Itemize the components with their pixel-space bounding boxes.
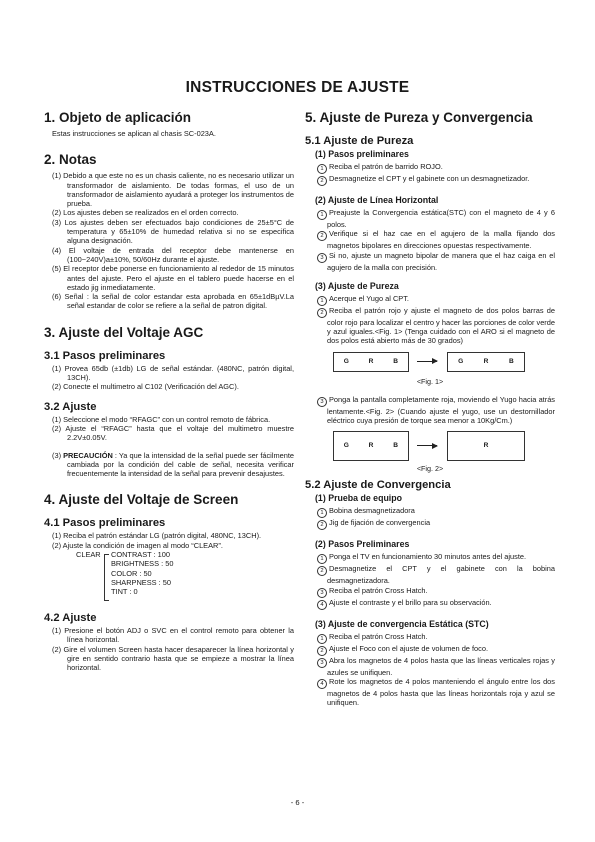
- bar-label: B: [393, 357, 399, 365]
- list-item: (2) Ajuste la condición de imagen al modo “CLEAR”.: [52, 540, 223, 550]
- list-item: CONTRAST : 100: [111, 550, 171, 560]
- red-screen-box: [447, 431, 525, 461]
- static-convergence-heading: (3) Ajuste de convergencia Estática (STC): [315, 618, 489, 629]
- list-item: 1 Bobina desmagnetizadora: [317, 506, 555, 518]
- section-1-text: Estas instrucciones se aplican al chasis SC-023A.: [52, 129, 216, 138]
- list-item: (1) Provea 65db (±1db) LG de señal estándar. (480NC, patrón digital, 13CH).: [52, 363, 294, 383]
- purity-adjust-list-cont: [317, 395, 555, 426]
- circled-number: 1: [317, 554, 327, 564]
- circled-number: 2: [317, 566, 327, 576]
- figure-1-caption: <Fig. 1>: [416, 376, 444, 386]
- list-item: 4 Rote los magnetos de 4 polos manteniendo el ángulo entre los dos magnetos de 4 polos hasta que las líneas horizontals roja y azul se unifiquen.: [317, 677, 555, 708]
- circled-number: 1: [317, 210, 327, 220]
- color-bar-box-left: [333, 352, 409, 372]
- bar-label: R: [483, 357, 489, 365]
- section-4-2-heading: 4.2 Ajuste: [44, 612, 97, 625]
- horizontal-line-heading: (2) Ajuste de Línea Horizontal: [315, 195, 439, 205]
- page-number: - 6 -: [290, 798, 305, 807]
- section-5-heading: 5. Ajuste de Pureza y Convergencia: [305, 110, 533, 125]
- list-item: (4) El voltaje de entrada del receptor debe mantenerse en (100~240V)a±10%, 50/60Hz durante el ajuste.: [52, 245, 294, 264]
- section-3-1-heading: 3.1 Pasos preliminares: [44, 349, 166, 362]
- purity-preliminary-heading: (1) Pasos preliminares: [315, 149, 409, 159]
- section-2-heading: 2. Notas: [44, 152, 97, 168]
- list-item: 1 Ponga el TV en funcionamiento 30 minutos antes del ajuste.: [317, 552, 555, 564]
- list-item: (2) Conecte el multimetro al C102 (Verificación del AGC).: [52, 382, 239, 392]
- screen-preliminary-list: [52, 531, 294, 550]
- list-item: 1 Preajuste la Convergencia estática(STC) con el magneto de 4 y 6 polos.: [317, 208, 555, 229]
- list-item: (2) Gire el volumen Screen hasta hacer desaparecer la línea horizontal y gire en sentido contrario hasta que se empieze a mostrar la línea horizontal.: [52, 644, 294, 673]
- list-item: 2 Verifique si el haz cae en el agujero de la malla fijando dos magnetos bipolares en direcciones opuestas respectivamente.: [317, 229, 555, 250]
- bar-label: B: [508, 357, 514, 365]
- list-item: 3 Si no, ajuste un magneto bipolar de manera que el haz caiga en el agujero de la malla con precisión.: [317, 251, 555, 272]
- right-column: [305, 110, 555, 708]
- figure-2-caption: <Fig. 2>: [416, 464, 444, 474]
- convergence-preliminary-list: [317, 552, 555, 609]
- equipment-list: [317, 506, 555, 530]
- circled-number: 3: [317, 253, 327, 263]
- agc-preliminary-list: [52, 364, 294, 392]
- circled-number: 2: [317, 308, 327, 318]
- circled-number: 1: [317, 508, 327, 518]
- list-item: (1) Seleccione el modo “RFAGC” con un control remoto de fábrica.: [52, 414, 271, 424]
- color-bar-box-left: [333, 431, 409, 461]
- notes-list: [52, 171, 294, 310]
- circled-number: 2: [317, 520, 327, 530]
- convergence-preliminary-heading: (2) Pasos Preliminares: [315, 539, 410, 550]
- section-5-1-heading: 5.1 Ajuste de Pureza: [305, 135, 414, 147]
- right-arrow-icon: [417, 445, 437, 446]
- list-item: 2 Reciba el patrón rojo y ajuste el magneto de dos polos barras de color rojo para localizar el centro y hacer las porciones de color verde y azul iguales.<Fig. 1> (Tenga cuidado con el ARO si el magneto de dos polos está abierto más de 30 grados): [317, 306, 555, 346]
- list-item: BRIGHTNESS : 50: [111, 559, 174, 569]
- list-item: 1 Reciba el patrón de barrido ROJO.: [317, 162, 555, 174]
- list-item: (2) Ajuste el “RFAGC” hasta que el voltaje del multimetro muestre 2.2V±0.05V.: [52, 423, 294, 443]
- static-convergence-list: [317, 632, 555, 708]
- list-item: 3 Abra los magnetos de 4 polos hasta que las líneas verticales rojas y azules se unifiquen.: [317, 656, 555, 677]
- section-1-heading: 1. Objeto de aplicación: [44, 110, 192, 125]
- list-item: TINT : 0: [111, 587, 138, 597]
- clear-settings-list: [111, 550, 173, 596]
- list-item: (6) Señal : la señal de color estandar esta aprobada en 65±1dBµV.La señal estandar de color se refiere a la señal de patron digital.: [52, 292, 294, 311]
- circled-number: 2: [317, 176, 327, 186]
- list-item: (1) Presione el botón ADJ o SVC en el control remoto para obtener la línea horizontal.: [52, 626, 294, 645]
- agc-adjust-list: [52, 415, 294, 479]
- circled-number: 2: [317, 231, 327, 241]
- list-item: (5) El receptor debe ponerse en funcionamiento al rededor de 15 minutos antes del ajuste. Pero el ajuste en el tablero puede hacerse en el estado jig inmediatamente.: [52, 264, 294, 292]
- circled-number: 1: [317, 164, 327, 174]
- list-item: 2 Ajuste el Foco con el ajuste de volumen de foco.: [317, 644, 555, 656]
- list-item: SHARPNESS : 50: [111, 577, 171, 587]
- bar-label: R: [368, 357, 374, 365]
- list-item: 2 Desmagnetize el CPT y el gabinete con un desmagnetizador.: [317, 174, 555, 186]
- list-item: 3 Reciba el patrón Cross Hatch.: [317, 586, 555, 598]
- bar-label: R: [483, 442, 489, 450]
- bar-label: G: [343, 442, 349, 450]
- horizontal-line-list: [317, 208, 555, 272]
- list-item: (3) Los ajustes deben ser efectuados bajo condiciones de 25±5°C de temperatura y 65±10% de humedad relativa si no se especifica alguna designación.: [52, 217, 294, 246]
- circled-number: 3: [317, 588, 327, 598]
- list-item: 1 Acerque el Yugo al CPT.: [317, 294, 555, 306]
- circled-number: 4: [317, 600, 327, 610]
- list-item: 3 Ponga la pantalla completamente roja, moviendo el Yugo hacia atrás lentamente.<Fig. 2> (Cuando ajuste el yugo, use un destornillador eléctrico cuya presión de torque sea menor a 10Kg/Cm.): [317, 395, 555, 426]
- bar-label: B: [393, 442, 399, 450]
- section-4-1-heading: 4.1 Pasos preliminares: [44, 517, 166, 530]
- bar-label: R: [368, 442, 374, 450]
- figure-2: [305, 431, 555, 461]
- clear-mode-settings: [76, 550, 294, 606]
- purity-preliminary-list: [317, 162, 555, 186]
- section-4-heading: 4. Ajuste del Voltaje de Screen: [44, 492, 239, 508]
- clear-label: CLEAR: [76, 550, 101, 560]
- purity-adjust-heading: (3) Ajuste de Pureza: [315, 280, 399, 291]
- section-3-2-heading: 3.2 Ajuste: [44, 400, 97, 413]
- list-item: 4 Ajuste el contraste y el brillo para su observación.: [317, 598, 555, 610]
- color-bar-box-right: [447, 352, 525, 372]
- circled-number: 2: [317, 646, 327, 656]
- circled-number: 1: [317, 634, 327, 644]
- purity-adjust-list: [317, 294, 555, 346]
- circled-number: 3: [317, 658, 327, 668]
- circled-number: 4: [317, 679, 327, 689]
- list-item: (1) Reciba el patrón estándar LG (patrón digital, 480NC, 13CH).: [52, 531, 262, 541]
- bracket-line: [104, 554, 110, 601]
- list-item: 2 Jig de fijación de convergencia: [317, 518, 555, 530]
- bar-label: G: [343, 357, 349, 365]
- precaution-label: PRECAUCIÓN: [63, 450, 113, 460]
- list-item: COLOR : 50: [111, 568, 152, 578]
- precaution-note: (3) PRECAUCIÓN : Ya que la intensidad de la señal puede ser fácilmente cambiada por la condición del cable de señal, necesita verificar frecuentemente la intensidad de la señal para prevenir desajustes.: [52, 450, 295, 479]
- left-column: [44, 110, 294, 673]
- section-5-2-heading: 5.2 Ajuste de Convergencia: [305, 479, 451, 492]
- screen-adjust-list: [52, 626, 294, 672]
- circled-number: 1: [317, 296, 327, 306]
- circled-number: 3: [317, 397, 327, 407]
- page-title: INSTRUCCIONES DE AJUSTE: [185, 79, 410, 96]
- list-item: (1) Debido a que este no es un chasis caliente, no es necesario utilizar un transformador de aislamiento. De todas formas, el uso de un transformador de aislamiento ayudará a proteger los instrumentos de prueba.: [52, 171, 294, 209]
- equipment-test-heading: (1) Prueba de equipo: [315, 493, 403, 504]
- figure-1: [305, 350, 555, 374]
- right-arrow-icon: [417, 361, 437, 362]
- list-item: (2) Los ajustes deben se realizados en el orden correcto.: [52, 208, 239, 218]
- bar-label: G: [458, 357, 464, 365]
- list-item: 2 Desmagnetize el CPT y el gabinete con la bobina desmagnetizadora.: [317, 564, 555, 585]
- section-3-heading: 3. Ajuste del Voltaje AGC: [44, 324, 204, 340]
- list-item: 1 Reciba el patrón Cross Hatch.: [317, 632, 555, 644]
